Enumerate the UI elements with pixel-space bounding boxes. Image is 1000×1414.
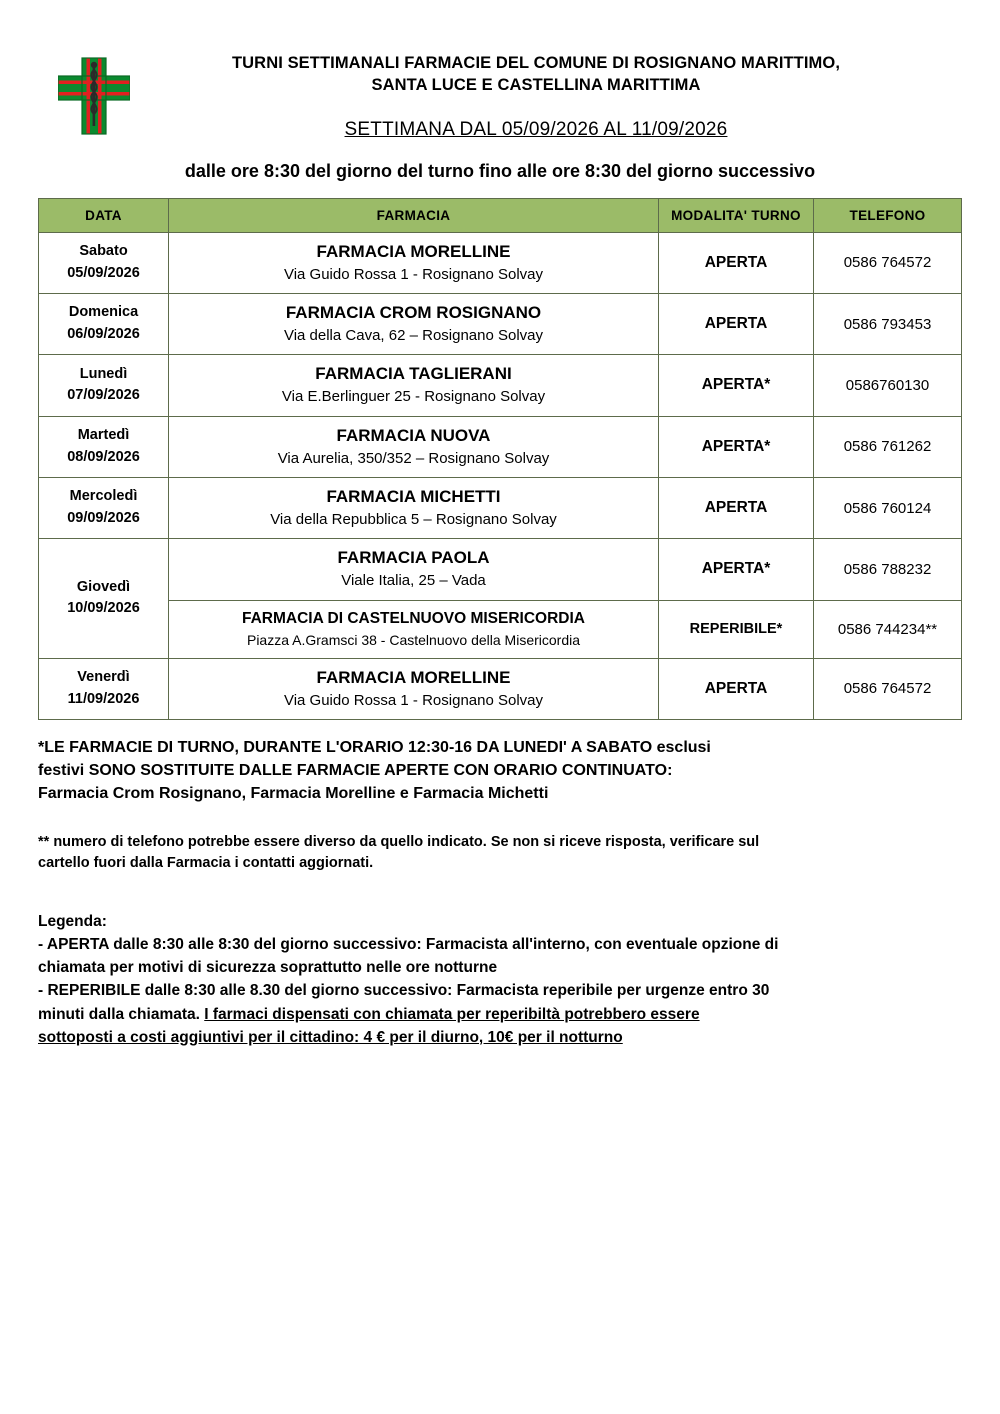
legend-aperta-line1: - APERTA dalle 8:30 alle 8:30 del giorno successivo: Farmacista all'interno, con eventuale opzione di — [38, 935, 779, 953]
pharmacy-name: FARMACIA CROM ROSIGNANO — [285, 302, 542, 322]
pharmacy-cell — [169, 658, 659, 719]
page-title-line2: SANTA LUCE E CASTELLINA MARITTIMA — [371, 76, 701, 95]
pharmacy-name: FARMACIA MICHETTI — [326, 486, 501, 506]
phone-cell: 0586 788232 — [814, 539, 962, 600]
pharmacy-address: Via Aurelia, 350/352 – Rosignano Solvay — [277, 449, 550, 467]
pharmacy-address: Viale Italia, 25 – Vada — [341, 572, 486, 590]
mode-cell: APERTA* — [659, 416, 814, 477]
pharmacy-address: Via Guido Rossa 1 - Rosignano Solvay — [283, 691, 544, 709]
date-label: 11/09/2026 — [67, 690, 140, 707]
day-label: Venerdì — [77, 669, 130, 686]
note-double-asterisk-line1: ** numero di telefono potrebbe essere diverso da quello indicato. Se non si riceve risposta, verificare sul — [38, 833, 760, 850]
legend-reperibile-line2 — [38, 1003, 962, 1026]
mode-cell: APERTA — [659, 232, 814, 293]
notes-section — [0, 736, 1000, 1049]
table-row — [39, 539, 962, 600]
column-header-modalita: MODALITA' TURNO — [659, 198, 814, 232]
day-label: Martedì — [77, 426, 130, 443]
column-header-data: DATA — [39, 198, 169, 232]
mode-cell: REPERIBILE* — [659, 600, 814, 658]
pharmacy-cell — [169, 293, 659, 354]
pharmacy-address: Via della Repubblica 5 – Rosignano Solvay — [270, 511, 557, 528]
phone-cell: 0586 760124 — [814, 477, 962, 538]
legend-reperibile-line2-underlined: I farmaci dispensati con chiamata per reperibiltà potrebbero essere — [204, 1005, 700, 1023]
pharmacy-name: FARMACIA NUOVA — [336, 425, 491, 445]
page-title-line1: TURNI SETTIMANALI FARMACIE DEL COMUNE DI ROSIGNANO MARITTIMO, — [231, 54, 841, 72]
table-row — [39, 600, 962, 658]
pharmacy-cross-caduceus-logo — [58, 56, 130, 136]
mode-cell: APERTA — [659, 477, 814, 538]
note-double-asterisk-line2: cartello fuori dalla Farmacia i contatti aggiornati. — [38, 854, 374, 871]
header-titles — [130, 52, 960, 141]
legend-reperibile-line1: - REPERIBILE dalle 8:30 alle 8.30 del giorno successivo: Farmacista reperibile per urgenze entro 30 — [38, 982, 770, 1000]
pharmacy-address: Via della Cava, 62 – Rosignano Solvay — [283, 326, 544, 344]
table-row — [39, 355, 962, 416]
pharmacy-cell — [169, 539, 659, 600]
pharmacy-cell — [169, 355, 659, 416]
table-row — [39, 658, 962, 719]
date-cell — [39, 355, 169, 416]
day-label: Mercoledì — [69, 488, 138, 505]
pharmacy-name: FARMACIA PAOLA — [337, 548, 490, 568]
table-row — [39, 477, 962, 538]
pharmacy-cell — [169, 232, 659, 293]
pharmacy-name: FARMACIA MORELLINE — [316, 241, 511, 261]
pharmacy-name: FARMACIA TAGLIERANI — [315, 364, 512, 384]
legend-section — [38, 910, 962, 1050]
note-asterisk-line1: *LE FARMACIE DI TURNO, DURANTE L'ORARIO 12:30-16 DA LUNEDI' A SABATO esclusi — [38, 738, 711, 756]
document-header — [0, 0, 1000, 141]
day-label: Domenica — [68, 304, 139, 321]
phone-cell: 0586 764572 — [814, 232, 962, 293]
date-cell — [39, 658, 169, 719]
table-row — [39, 416, 962, 477]
legend-reperibile-line2-text: minuti dalla chiamata. — [38, 1005, 205, 1023]
pharmacy-address: Via E.Berlinguer 25 - Rosignano Solvay — [281, 388, 546, 406]
shift-hours-subtitle: dalle ore 8:30 del giorno del turno fino alle ore 8:30 del giorno successivo — [184, 160, 816, 181]
week-range: SETTIMANA DAL 05/09/2026 AL 11/09/2026 — [344, 118, 728, 140]
date-cell — [39, 232, 169, 293]
date-label: 06/09/2026 — [67, 326, 140, 343]
date-cell — [39, 539, 169, 658]
date-cell — [39, 293, 169, 354]
table-row — [39, 293, 962, 354]
shifts-table-wrapper — [0, 198, 1000, 720]
phone-cell: 0586 793453 — [814, 293, 962, 354]
column-header-telefono: TELEFONO — [814, 198, 962, 232]
date-label: 10/09/2026 — [67, 600, 140, 617]
day-label: Lunedì — [79, 365, 128, 382]
table-row — [39, 232, 962, 293]
date-label: 07/09/2026 — [67, 387, 140, 404]
phone-cell: 0586 744234** — [814, 600, 962, 658]
legend-aperta-line2: chiamata per motivi di sicurezza soprattutto nelle ore notturne — [38, 959, 498, 977]
legend-title: Legenda: — [38, 912, 107, 930]
date-cell — [39, 477, 169, 538]
note-double-asterisk — [38, 832, 962, 874]
date-label: 09/09/2026 — [67, 510, 140, 527]
date-cell — [39, 416, 169, 477]
phone-cell: 0586 761262 — [814, 416, 962, 477]
note-asterisk — [38, 736, 962, 806]
pharmacy-cell — [169, 416, 659, 477]
mode-cell: APERTA — [659, 658, 814, 719]
pharmacy-name: FARMACIA DI CASTELNUOVO MISERICORDIA — [241, 609, 585, 627]
mode-cell: APERTA — [659, 293, 814, 354]
mode-cell: APERTA* — [659, 355, 814, 416]
table-header-row — [39, 198, 962, 232]
pharmacy-address: Via Guido Rossa 1 - Rosignano Solvay — [283, 265, 544, 283]
pharmacy-name: FARMACIA MORELLINE — [316, 667, 511, 687]
phone-cell: 0586760130 — [814, 355, 962, 416]
pharmacy-cell — [169, 600, 659, 658]
shifts-table — [38, 198, 962, 720]
day-label: Sabato — [79, 242, 128, 259]
phone-cell: 0586 764572 — [814, 658, 962, 719]
column-header-farmacia: FARMACIA — [169, 198, 659, 232]
mode-cell: APERTA* — [659, 539, 814, 600]
note-asterisk-line3: Farmacia Crom Rosignano, Farmacia Morelline e Farmacia Michetti — [38, 785, 549, 803]
legend-costs-line: sottoposti a costi aggiuntivi per il cittadino: 4 € per il diurno, 10€ per il notturno — [38, 1028, 623, 1046]
date-label: 08/09/2026 — [67, 448, 140, 465]
date-label: 05/09/2026 — [67, 264, 140, 281]
pharmacy-address: Piazza A.Gramsci 38 - Castelnuovo della Misericordia — [246, 631, 581, 648]
note-asterisk-line2: festivi SONO SOSTITUITE DALLE FARMACIE APERTE CON ORARIO CONTINUATO: — [38, 762, 673, 780]
pharmacy-cell — [169, 477, 659, 538]
day-label: Giovedì — [76, 578, 131, 595]
